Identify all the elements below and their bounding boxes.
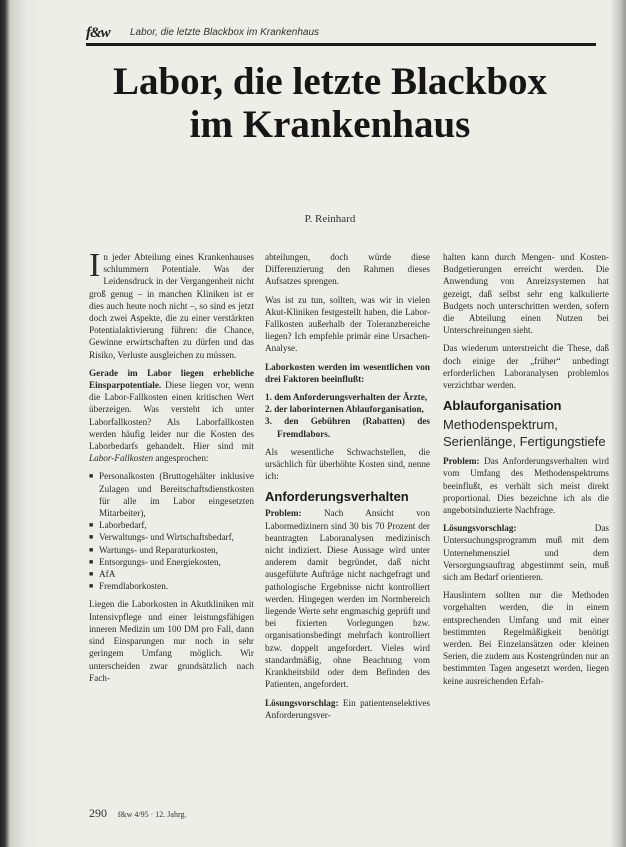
list-item: ■ Laborbedarf, <box>89 519 254 531</box>
list-item: ■ Personalkosten (Bruttogehälter inklusive Zulagen und Bereitschaftsdienstkosten für alle im Labor eingesetzten Mitarbeiter), <box>89 470 254 519</box>
paragraph: Als wesentliche Schwachstellen, die ursächlich für überhöhte Kosten sind, nenne ich: <box>265 446 430 482</box>
paragraph <box>265 697 430 721</box>
paragraph-text: Das Anforderungsverhalten wird vom Umfang des Methodenspektrums beeinflußt, es verhält sich meist direkt proportional. Dies bezeichne ich als die angebotsinduzierte Nachfrage. <box>443 456 609 516</box>
paragraph: Liegen die Laborkosten in Akutkliniken mit Intensivpflege und einer leistungsfähigen inneren Medizin um 100 DM pro Fall, dann sind Einsparungen nur noch in sehr geringem Umfang möglich. Wir unterscheiden zwar grundsätzlich nach Fach- <box>89 599 254 683</box>
paragraph <box>443 455 609 516</box>
paragraph <box>265 507 430 690</box>
paragraph-text: Das Untersuchungsprogramm muß mit dem Unternehmensziel und dem Versorgungsauftrag abgestimmt sein, muß sich am Bedarf orientieren. <box>443 523 609 583</box>
cost-list <box>89 470 254 592</box>
paragraph: abteilungen, doch würde diese Differenzierung den Rahmen dieses Aufsatzes sprengen. <box>265 252 430 287</box>
list-item: ■ Fremdlaborkosten. <box>89 580 254 592</box>
title-line-1: Labor, die letzte Blackbox <box>112 60 548 103</box>
paragraph: halten kann durch Mengen- und Kosten-Budgetierungen erreicht werden. Die Anwendung von Anreizsystemen hat gezeigt, daß selbst sehr eng kalkulierte Budgets noch unterschritten werden, sofern die Abteilung einen Nutzen bei Unterschreitungen sieht. <box>443 252 609 336</box>
factor-list <box>265 391 430 440</box>
emphasis: Labor-Fallkosten <box>89 453 154 464</box>
running-title: Labor, die letzte Blackbox im Krankenhaus <box>130 27 319 38</box>
paragraph <box>89 367 254 465</box>
column-3 <box>443 251 609 693</box>
list-item: 2. der laborinternen Ablauforganisation, <box>265 404 424 415</box>
book-binding-shadow <box>0 0 42 847</box>
drop-cap: I <box>89 247 101 284</box>
label: Lösungsvorschlag: <box>443 523 517 534</box>
intro-text: n jeder Abteilung eines Krankenhauses schlummern Potentiale. Was der Leidensdruck in der Vergangenheit nicht groß genug – in manchen Kliniken ist er dies auch heute noch nicht –, so sind es jetzt doch zwei Aspekte, die zu einer verstärkten Potentialaktivierung führen: die Chance, Gewinne erwirtschaften zu dürfen und das Risiko, Verluste ausgleichen zu müssen. <box>89 252 254 360</box>
label: Problem: <box>265 508 302 519</box>
column-2 <box>265 251 430 727</box>
page-number: 290 <box>89 806 107 820</box>
paragraph-text: Nach Ansicht von Labormedizinern sind 30 bis 70 Prozent der beantragten Laboranalysen medizinisch nicht indiziert. Diese Aussage wird unter anderem damit begründet, daß nicht ausgeführte Aufträge nicht nachgefragt und pathologische Ergebnisse nicht kontrolliert werden. Hingegen werden im Normbereich liegende Werte sehr engmaschig geprüft und bei fixierten Vorlegungen bzw. organisationsbedingt mehrfach kontrolliert bzw. doppelt angefordert. Vieles wird standardmäßig, ohne Beachtung vom Krankheitsbild oder dem Befinden des Patienten, angefordert. <box>265 508 430 690</box>
paragraph: Hauslintern sollten nur die Methoden vorgehalten werden, die in einem entsprechenden Umfang und mit einer bestimmten Regelmäßigkeit benötigt werden. Bei Einzelansätzen oder kleinen Serien, die zudem aus Kostengründen nur an bestimmten Tagen angesetzt werden, liegen keine ausreichenden Erfah- <box>443 590 609 686</box>
section-heading: Ablauforganisation <box>443 398 562 414</box>
page-edge-shadow <box>610 0 626 847</box>
list-item: ■ Verwaltungs- und Wirtschaftsbedarf, <box>89 531 254 543</box>
lead-in: Gerade im Labor liegen erhebliche Einsparpotentiale. <box>89 367 254 391</box>
label: Lösungsvorschlag: <box>265 697 339 708</box>
intro-paragraph <box>89 247 254 361</box>
paragraph-text: angesprochen: <box>153 453 209 464</box>
paragraph <box>443 522 609 583</box>
journal-logo: f&w <box>86 25 110 41</box>
section-heading: Anforderungsverhalten <box>265 489 409 505</box>
lead-in: Laborkosten werden im wesentlichen von drei Faktoren beeinflußt: <box>265 361 430 384</box>
journal-issue: f&w 4/95 · 12. Jahrg. <box>117 810 187 819</box>
list-item: ■ Wartungs- und Reparaturkosten, <box>89 544 254 556</box>
paragraph: Was ist zu tun, sollten, was wir in vielen Akut-Kliniken festgestellt haben, die Labor-Fallkosten außerhalb der Toleranzbereiche liegen? Ich empfehle primär eine Ursachen-Analyse. <box>265 294 430 354</box>
list-item: 1. dem Anforderungsverhalten der Ärzte, <box>265 392 428 403</box>
running-header <box>86 27 596 46</box>
column-1 <box>89 247 254 690</box>
title-line-2: im Krankenhaus <box>189 103 471 146</box>
list-item: 3. den Gebühren (Rabatten) des Fremdlabors. <box>265 416 430 439</box>
list-item: ■ Entsorgungs- und Energiekosten, <box>89 556 254 568</box>
paragraph-text: Ein patientenselektives Anforderungsver- <box>265 697 430 720</box>
article-title <box>60 60 600 146</box>
subsection-heading: Methodenspektrum, Serienlänge, Fertigungstiefe <box>443 417 606 450</box>
author: P. Reinhard <box>304 213 356 225</box>
paragraph-text: Diese liegen vor, wenn die Labor-Fallkosten einen kritischen Wert überzeigen. Was versteht ich unter Laborfallkosten? Als Laborfallkosten werden häufig leider nur die Kosten des Laborbedarfs gehandelt. Hier sind mit <box>89 380 254 452</box>
label: Problem: <box>443 456 480 467</box>
list-item: ■ AfA <box>89 568 254 580</box>
paragraph: Das wiederum unterstreicht die These, daß doch einige der „früher“ unbedingt erforderlichen Laboranalysen problemlos verzichtbar werden. <box>443 343 609 391</box>
page-footer <box>89 806 186 821</box>
